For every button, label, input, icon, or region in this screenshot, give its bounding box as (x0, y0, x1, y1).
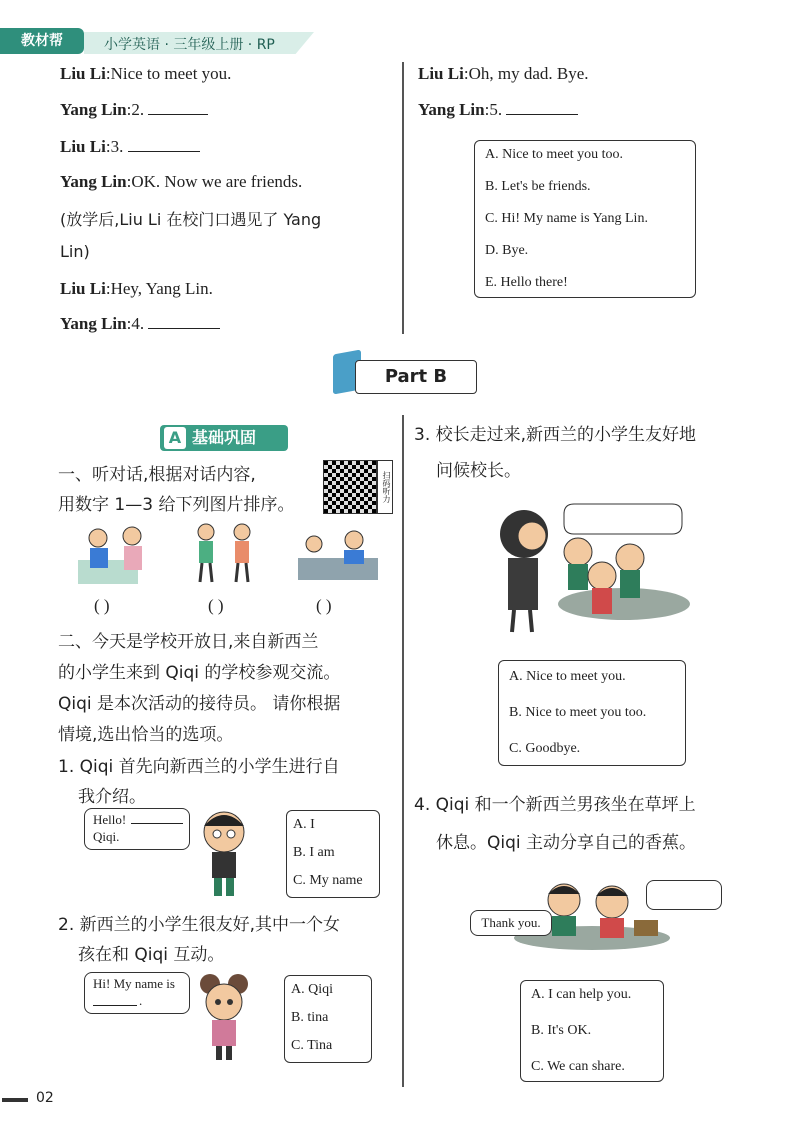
dialogue-line: Liu Li:3. (60, 137, 200, 157)
question-text: 我介绍。 (78, 787, 146, 807)
dialogue-line: Liu Li:Nice to meet you. (60, 64, 232, 83)
option[interactable]: E. Hello there! (485, 275, 568, 290)
bubble-blank[interactable] (131, 823, 183, 824)
question-text: 3. 校长走过来,新西兰的小学生友好地 (414, 425, 697, 445)
principal-greeting-picture (494, 500, 694, 634)
option[interactable]: A. Nice to meet you too. (485, 147, 624, 162)
option[interactable]: C. Hi! My name is Yang Lin. (485, 211, 648, 226)
question-text: 1. Qiqi 首先向新西兰的小学生进行自 (58, 757, 340, 777)
header-title: 小学英语 · 三年级上册 · RP (104, 37, 275, 53)
page-number: 02 (36, 1090, 54, 1106)
options-box (520, 980, 664, 1082)
question-text: 情境,选出恰当的选项。 (58, 725, 234, 745)
section-header: A 基础巩固 (160, 425, 288, 451)
question-text: Qiqi 是本次活动的接待员。 请你根据 (58, 694, 341, 714)
question-text: 问候校长。 (436, 461, 521, 481)
speech-bubble: Hello! Qiqi. (84, 808, 190, 850)
question-text: 孩在和 Qiqi 互动。 (78, 945, 225, 965)
option[interactable]: A. Qiqi (291, 982, 333, 997)
question-text: 用数字 1—3 给下列图片排序。 (58, 495, 295, 515)
options-box (284, 975, 372, 1063)
question-text: 一、听对话,根据对话内容, (58, 465, 256, 485)
dialogue-line: Liu Li:Oh, my dad. Bye. (418, 64, 589, 83)
question-text: 二、今天是学校开放日,来自新西兰 (58, 632, 319, 652)
dialogue-line: Yang Lin:2. (60, 100, 208, 120)
scene-note: Lin) (60, 242, 90, 261)
answer-paren[interactable]: ( ) (94, 596, 110, 615)
footer-bar (2, 1098, 28, 1102)
bubble-blank[interactable] (93, 993, 137, 1006)
options-box (286, 810, 380, 898)
qr-label: 扫码听力 (377, 460, 393, 514)
girl-figure (196, 972, 252, 1064)
speech-bubble: Thank you. (470, 910, 552, 936)
column-divider (402, 415, 404, 1087)
question-text: 休息。Qiqi 主动分享自己的香蕉。 (436, 833, 697, 853)
question-text: 的小学生来到 Qiqi 的学校参观交流。 (58, 663, 341, 683)
picture-greeting (78, 522, 158, 584)
header-tag: 教材帮 (0, 28, 84, 54)
option[interactable]: B. Let's be friends. (485, 179, 591, 194)
qr-code-icon[interactable] (323, 460, 377, 514)
speech-bubble: Hi! My name is . (84, 972, 190, 1014)
answer-blank[interactable] (506, 100, 578, 115)
part-label: Part B (355, 360, 477, 394)
option[interactable]: C. Goodbye. (509, 741, 581, 756)
option[interactable]: D. Bye. (485, 243, 529, 258)
option[interactable]: B. Nice to meet you too. (509, 705, 647, 720)
column-divider (402, 62, 404, 334)
answer-paren[interactable]: ( ) (208, 596, 224, 615)
dialogue-line: Yang Lin:4. (60, 314, 220, 334)
answer-blank[interactable] (148, 100, 208, 115)
option[interactable]: C. My name (293, 873, 363, 888)
speech-bubble-empty (646, 880, 722, 910)
option[interactable]: C. We can share. (531, 1059, 625, 1074)
picture-classroom (298, 522, 378, 584)
question-text: 2. 新西兰的小学生很友好,其中一个女 (58, 915, 341, 935)
answer-blank[interactable] (148, 314, 220, 329)
option[interactable]: A. Nice to meet you. (509, 669, 626, 684)
options-box (498, 660, 686, 766)
dialogue-line: Yang Lin:OK. Now we are friends. (60, 172, 303, 191)
dialogue-line: Yang Lin:5. (418, 100, 578, 120)
boy-qiqi-figure (196, 808, 252, 900)
scene-note: (放学后,Liu Li 在校门口遇见了 Yang (60, 210, 322, 229)
options-box (474, 140, 696, 298)
option[interactable]: B. tina (291, 1010, 329, 1025)
option[interactable]: A. I (293, 817, 315, 832)
picture-meeting (188, 522, 268, 584)
option[interactable]: B. It's OK. (531, 1023, 592, 1038)
dialogue-line: Liu Li:Hey, Yang Lin. (60, 279, 213, 298)
question-text: 4. Qiqi 和一个新西兰男孩坐在草坪上 (414, 795, 696, 815)
option[interactable]: B. I am (293, 845, 335, 860)
answer-paren[interactable]: ( ) (316, 596, 332, 615)
option[interactable]: C. Tina (291, 1038, 333, 1053)
answer-blank[interactable] (128, 137, 200, 152)
option[interactable]: A. I can help you. (531, 987, 632, 1002)
